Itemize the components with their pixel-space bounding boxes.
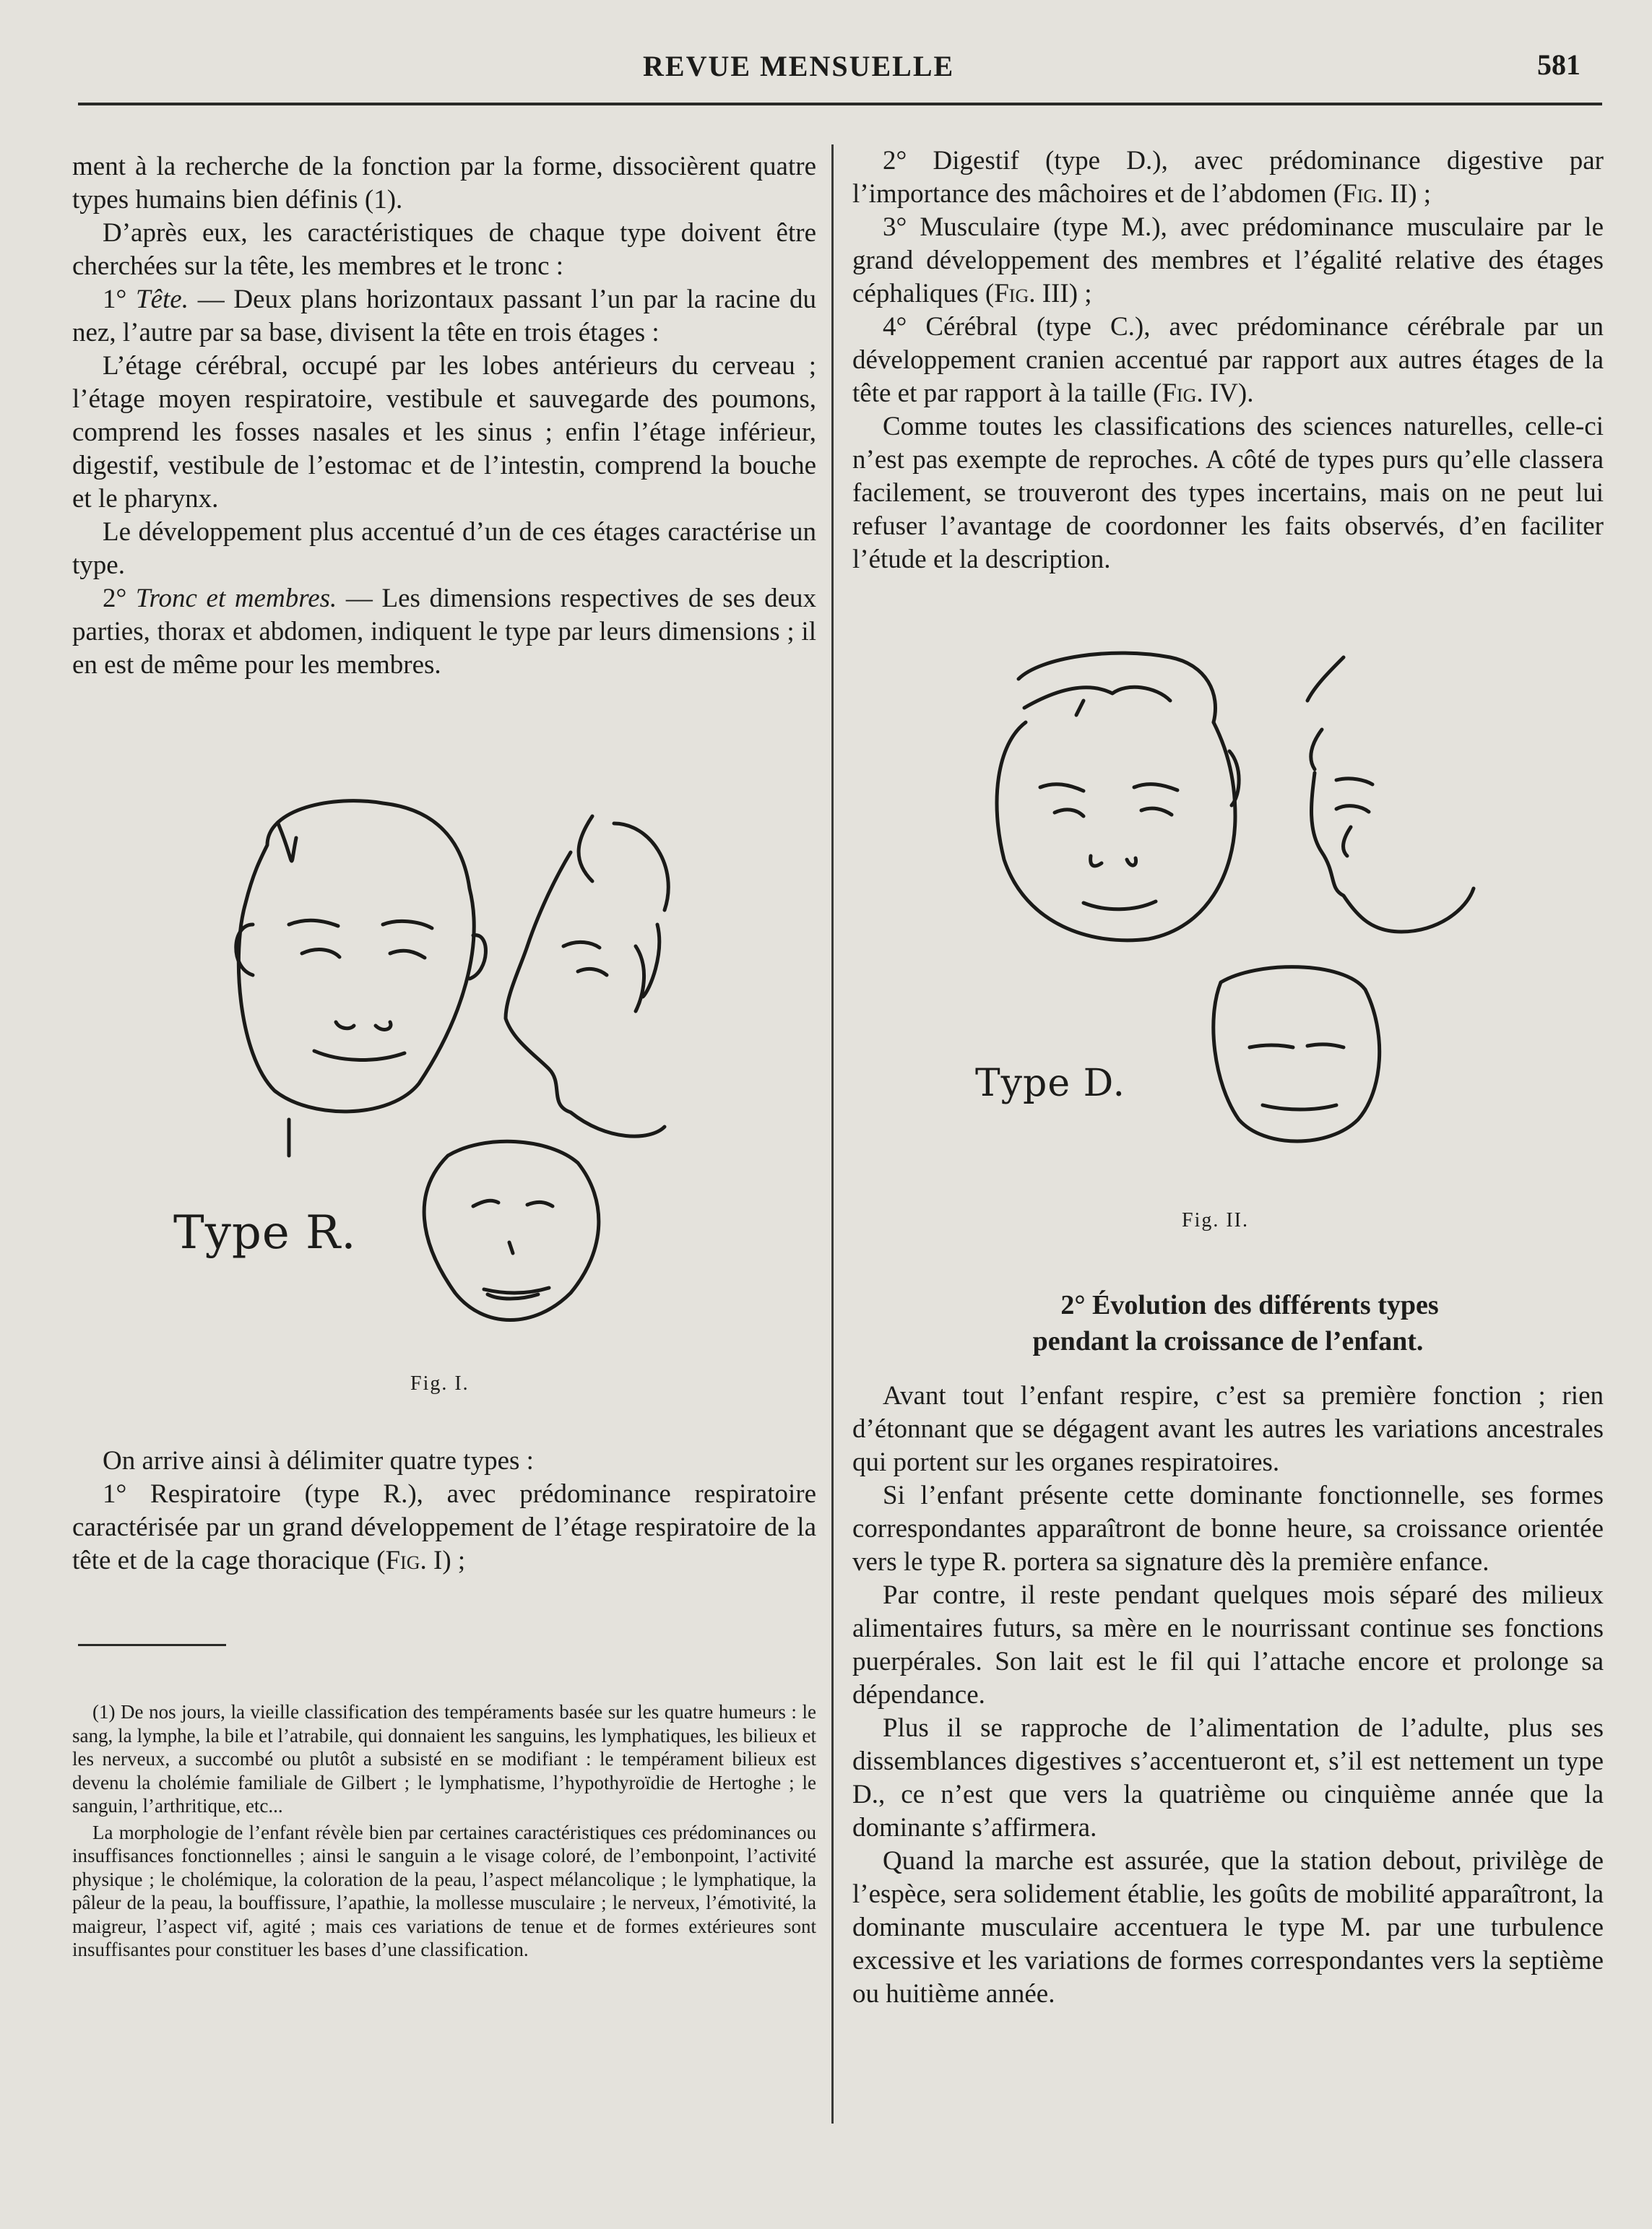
left-column-top [72, 150, 816, 682]
paragraph: 4° Cérébral (type C.), avec prédominance cérébrale par un développement cranien accentué par rapport aux autres étages de la tête et par rapport à la taille (Fig. IV). [852, 312, 1604, 408]
paragraph: 2° Tronc et membres. — Les dimensions respectives de ses deux parties, thorax et abdomen, indiquent le type par leurs dimensions ; il en est de même pour les membres. [72, 584, 816, 680]
running-title: REVUE MENSUELLE [643, 50, 955, 82]
column-divider [831, 144, 834, 2124]
paragraph: 2° Digestif (type D.), avec prédominance digestive par l’importance des mâchoires et de l’abdomen (Fig. II) ; [852, 146, 1604, 209]
header-rule [78, 103, 1602, 105]
footnote-paragraph: (1) De nos jours, la vieille classification des tempéraments basée sur les quatre humeurs : le sang, la lymphe, la bile et l’atrabile, qui donnaient les sanguins, les lymphatiques, les bilieux et les nerveux, a succombé ou plutôt a subsisté en se modifiant : le tempérament bilieux est devenu la cholémie familiale de Gilbert ; le lymphatisme, l’hypothyroïdie de Hertoghe ; le sanguin, l’arthritique, etc... [72, 1701, 816, 1817]
figure-type-r-drawing [144, 780, 737, 1358]
figure-label: Type D. [975, 1062, 1126, 1105]
paragraph: 1° Respiratoire (type R.), avec prédominance respiratoire caractérisée par un grand développement de l’étage respiratoire de la tête et de la cage thoracique (Fig. I) ; [72, 1479, 816, 1575]
figure-caption: Fig. II. [1182, 1209, 1249, 1232]
paragraph: Avant tout l’enfant respire, c’est sa première fonction ; rien d’étonnant que se dégagent avant les autres les variations ancestrales qui portent sur les organes respiratoires. [852, 1381, 1604, 1477]
figure-label: Type R. [173, 1206, 357, 1260]
right-column-top [852, 144, 1604, 576]
figure-caption: Fig. I. [410, 1372, 470, 1395]
paragraph: Comme toutes les classifications des sciences naturelles, celle-ci n’est pas exempte de reproches. A côté de types purs qu’elle classera facilement, se trouveront des types incertains, mais on ne peut lui refuser l’avantage de coordonner les faits observés, d’en faciliter l’étude et la description. [852, 412, 1604, 574]
paragraph: Le développement plus accentué d’un de ces étages caractérise un type. [72, 517, 816, 580]
paragraph: Si l’enfant présente cette dominante fonctionnelle, ses formes correspondantes apparaîtront de bonne heure, sa croissance orientée vers le type R. portera sa signature dès la première enfance. [852, 1481, 1604, 1577]
paragraph: Plus il se rapproche de l’alimentation de l’adulte, plus ses dissemblances digestives s’accentueront et, s’il est nettement un type D., ce n’est que vers la quatrième ou cinquième année que la dominante s’affirmera. [852, 1713, 1604, 1843]
right-column-bottom [852, 1380, 1604, 2011]
paragraph: 1° Tête. — Deux plans horizontaux passant l’un par la racine du nez, l’autre par sa base, divisent la tête en trois étages : [72, 285, 817, 347]
paragraph: D’après eux, les caractéristiques de chaque type doivent être cherchées sur la tête, les membres et le tronc : [72, 218, 816, 281]
left-column-bottom [72, 1445, 816, 1577]
paragraph: Quand la marche est assurée, que la station debout, privilège de l’espèce, sera solidement établie, les goûts de mobilité apparaîtront, la dominante musculaire accentuera le type M. par une turbulence excessive et les variations de formes correspondantes vers la septième ou huitième année. [852, 1846, 1604, 2009]
paragraph: ment à la recherche de la fonction par la forme, dissocièrent quatre types humains bien définis (1). [72, 152, 816, 215]
paragraph: 3° Musculaire (type M.), avec prédominance musculaire par le grand développement des membres et l’égalité relative des étages céphaliques (Fig. III) ; [852, 212, 1604, 308]
figure-type-d-drawing [968, 643, 1488, 1192]
section-heading: 2° Évolution des différents types pendant la croissance de l’enfant. [1032, 1290, 1439, 1356]
page-number: 581 [1537, 48, 1580, 81]
paragraph: Par contre, il reste pendant quelques mois séparé des milieux alimentaires futurs, sa mère en le nourrissant continue ses fonctions puerpérales. Son lait est le fil qui l’attache encore et prolonge sa dépendance. [852, 1580, 1604, 1710]
paragraph: On arrive ainsi à délimiter quatre types : [103, 1446, 534, 1476]
footnote-paragraph: La morphologie de l’enfant révèle bien par certaines caractéristiques ces prédominances ou insuffisances fonctionnelles ; ainsi le sanguin a le visage coloré, de l’embonpoint, l’activité physique ; le cholémique, la coloration de la peau, l’aspect mélancolique ; le lymphatique, la pâleur de la peau, la bouffissure, l’apathie, la mollesse musculaire ; le nerveux, l’émotivité, la maigreur, l’aspect vif, agité ; mais ces variations de tenue et de formes extérieures sont insuffisantes pour constituer les bases d’une classification. [72, 1821, 816, 1960]
paragraph: L’étage cérébral, occupé par les lobes antérieurs du cerveau ; l’étage moyen respiratoire, vestibule et sauvegarde des poumons, comprend les fosses nasales et les sinus ; enfin l’étage inférieur, digestif, vestibule de l’estomac et de l’intestin, comprend la bouche et le pharynx. [72, 351, 816, 514]
footnote [72, 1700, 816, 1965]
footnote-rule [78, 1644, 226, 1646]
